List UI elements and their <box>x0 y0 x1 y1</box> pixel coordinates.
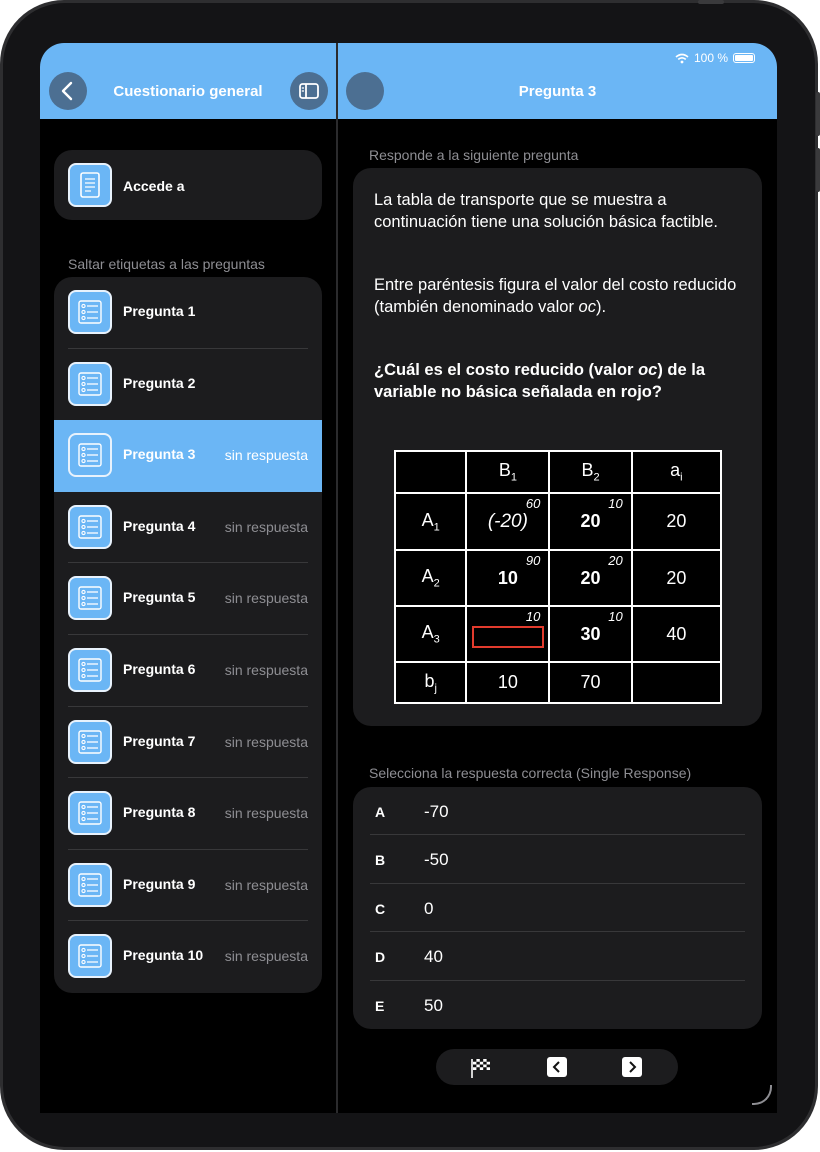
demand-empty <box>632 662 721 703</box>
list-icon <box>68 934 112 978</box>
sidebar-item-pregunta-8[interactable] <box>54 778 322 850</box>
section-label: Saltar etiquetas a las preguntas <box>68 256 265 272</box>
answer-letter: E <box>375 997 385 1014</box>
header-b2: $B_2$ <box>549 451 631 493</box>
status-badge: sin respuesta <box>224 733 308 750</box>
status-badge: sin respuesta <box>224 590 308 607</box>
status-badge: sin respuesta <box>224 447 308 464</box>
list-icon <box>68 791 112 835</box>
list-icon <box>68 720 112 764</box>
answer-value: -50 <box>424 850 449 870</box>
list-icon <box>68 863 112 907</box>
split-divider <box>336 43 338 1113</box>
sidebar-title: Cuestionario general <box>113 83 263 100</box>
answer-option-b[interactable] <box>353 835 762 883</box>
volume-down-button <box>816 148 820 192</box>
status-bar <box>675 51 755 65</box>
answer-value: 40 <box>424 947 443 967</box>
table-row <box>395 606 721 662</box>
header-ai: $a_i$ <box>632 451 721 493</box>
answers-card <box>353 787 762 1029</box>
sidebar-header <box>40 43 336 119</box>
cell-a2-b1: 90 10 <box>466 550 549 606</box>
row-label: $A_2$ <box>395 550 466 606</box>
sidebar-item-label: Pregunta 3 <box>123 446 196 463</box>
sidebar-item-label: Pregunta 8 <box>123 804 196 821</box>
previous-question-button[interactable] <box>547 1057 567 1077</box>
answer-value: -70 <box>424 802 449 821</box>
sidebar-item-pregunta-4[interactable] <box>54 492 322 564</box>
list-icon <box>68 290 112 334</box>
sidebar-item-label: Pregunta 10 <box>123 947 204 964</box>
sidebar-item-pregunta-2[interactable] <box>54 349 322 421</box>
answer-letter: B <box>375 852 386 869</box>
list-icon <box>68 648 112 692</box>
answer-option-a[interactable] <box>353 787 762 835</box>
toggle-sidebar-button[interactable] <box>290 72 328 110</box>
answers-label: Selecciona la respuesta correcta (Single Response) <box>369 765 692 781</box>
sidebar-item-pregunta-7[interactable] <box>54 707 322 779</box>
screen <box>40 43 777 1113</box>
highlighted-variable-box <box>472 626 544 648</box>
list-icon <box>68 433 112 477</box>
transport-table <box>394 450 722 704</box>
sidebar-item-label: Pregunta 4 <box>123 517 196 534</box>
sidebar-item-label: Pregunta 6 <box>123 661 196 677</box>
table-corner-cell <box>395 451 466 493</box>
list-icon <box>68 576 112 620</box>
cell-a2-b2: 20 20 <box>549 550 631 606</box>
row-label: $A_3$ <box>395 606 466 662</box>
sidebar-item-label: Pregunta 7 <box>123 732 196 749</box>
answer-option-c[interactable] <box>353 884 762 932</box>
answer-value: 0 <box>424 898 434 918</box>
question-paragraph-2: Entre paréntesis figura el valor del costo reducido (también denominado valor oc). <box>374 276 737 316</box>
access-label: Accede a <box>123 178 185 194</box>
sidebar-item-pregunta-5[interactable] <box>54 563 322 635</box>
table-footer-row <box>395 662 721 703</box>
sidebar-item-pregunta-9[interactable] <box>54 850 322 922</box>
sidebar-item-pregunta-6[interactable] <box>54 635 322 707</box>
question-title: Pregunta 3 <box>518 83 597 100</box>
sidebar-item-pregunta-3[interactable] <box>54 420 322 492</box>
next-question-button[interactable] <box>622 1057 642 1077</box>
answer-value: 50 <box>424 995 443 1015</box>
list-icon <box>68 505 112 549</box>
question-header <box>338 43 777 119</box>
power-button <box>698 0 724 4</box>
document-icon <box>68 163 112 207</box>
table-header-row <box>395 451 721 493</box>
answer-letter: C <box>375 900 386 917</box>
table-row <box>395 550 721 606</box>
chevron-left-icon <box>547 1057 567 1077</box>
cell-a1-b2: 10 20 <box>549 493 631 550</box>
demand-b2: 70 <box>549 662 631 703</box>
question-paragraph-1: La tabla de transporte que se muestra a continuación tiene una solución básica factible. <box>374 191 718 231</box>
sidebar-item-label: Pregunta 2 <box>123 374 196 391</box>
sidebar-icon <box>290 72 328 110</box>
sidebar-item-label: Pregunta 5 <box>123 589 196 606</box>
checkered-flag-icon <box>470 1057 492 1079</box>
header-b1: $B_1$ <box>466 451 549 493</box>
question-card <box>353 168 762 726</box>
status-badge: sin respuesta <box>224 876 308 893</box>
status-badge: sin respuesta <box>224 662 308 678</box>
chevron-right-icon <box>622 1057 642 1077</box>
cell-a3-b1: 10 <box>466 606 549 662</box>
supply-a2: 20 <box>632 550 721 606</box>
finish-flag-button[interactable] <box>470 1057 490 1077</box>
volume-up-button <box>816 92 820 136</box>
navigation-bar <box>436 1049 678 1085</box>
access-card[interactable] <box>54 150 322 220</box>
footer-label: $b_j$ <box>395 662 466 703</box>
cell-a1-b1: 60 (-20) <box>466 493 549 550</box>
answer-letter: A <box>375 804 386 820</box>
question-list <box>54 277 322 993</box>
prompt-label: Responde a la siguiente pregunta <box>369 147 579 163</box>
row-label: $A_1$ <box>395 493 466 550</box>
battery-percent: 100 % <box>693 51 728 65</box>
sidebar-item-label: Pregunta 1 <box>123 303 196 319</box>
supply-a1: 20 <box>632 493 721 550</box>
answer-option-d[interactable] <box>353 932 762 980</box>
sidebar-item-label: Pregunta 9 <box>123 875 196 892</box>
battery-icon <box>733 53 755 63</box>
cell-a3-b2: 10 30 <box>549 606 631 662</box>
question-prompt: ¿Cuál es el costo reducido (valor oc) de la variable no básica señalada en rojo? <box>374 361 706 401</box>
answer-option-e[interactable] <box>353 981 762 1029</box>
sidebar-item-pregunta-1[interactable] <box>54 277 322 349</box>
status-badge: sin respuesta <box>224 805 308 822</box>
status-badge: sin respuesta <box>224 948 308 965</box>
sidebar-item-pregunta-10[interactable] <box>54 921 322 993</box>
wifi-icon <box>675 53 689 64</box>
supply-a3: 40 <box>632 606 721 662</box>
demand-b1: 10 <box>466 662 549 703</box>
list-icon <box>68 362 112 406</box>
answer-letter: D <box>375 949 386 966</box>
table-row <box>395 493 721 550</box>
status-badge: sin respuesta <box>224 518 308 535</box>
